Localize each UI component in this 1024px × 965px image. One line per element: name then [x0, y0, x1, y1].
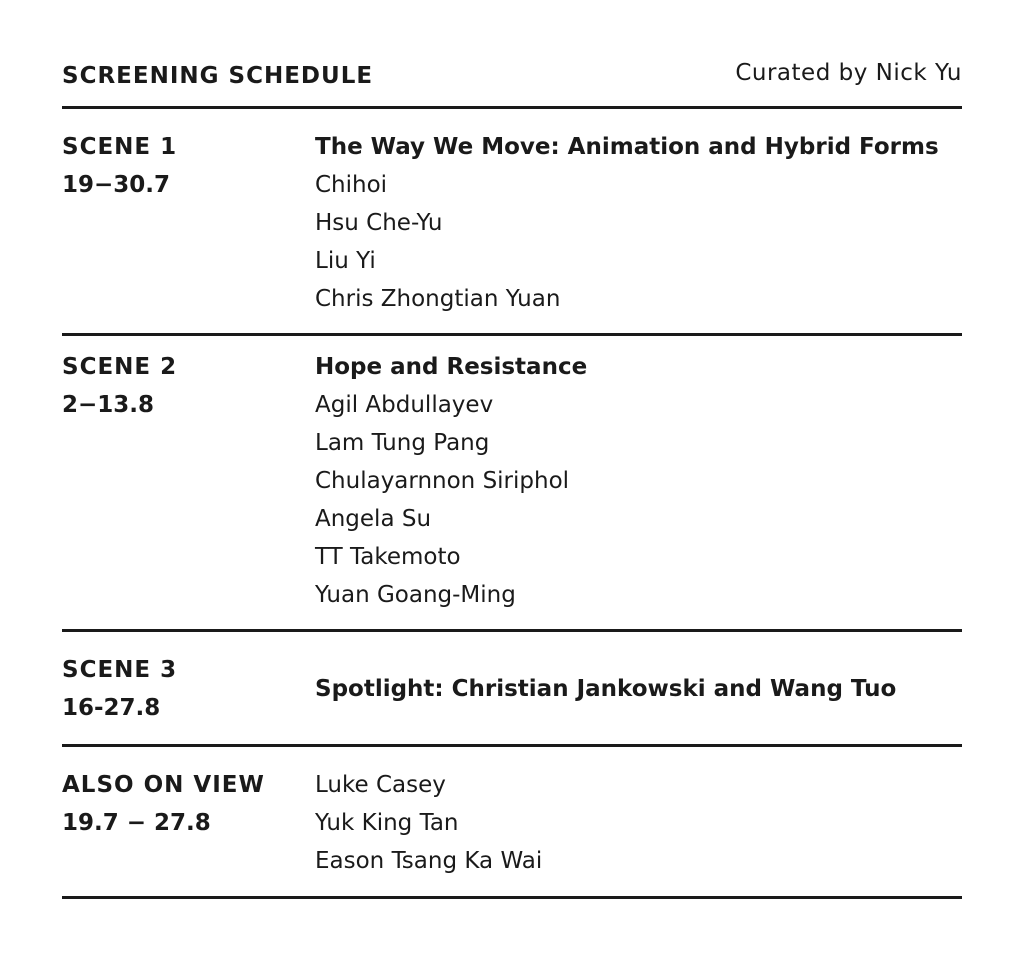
- artist-name: Liu Yi: [315, 248, 376, 274]
- scene-name: SCENE 3: [62, 657, 178, 683]
- schedule-row-also-on-view: [62, 747, 962, 899]
- scene-info: [62, 766, 312, 842]
- artist-name: Agil Abdullayev: [315, 392, 494, 418]
- artist-name: Chulayarnnon Siriphol: [315, 468, 570, 494]
- scene-program: [315, 128, 965, 318]
- scene-info: [62, 128, 312, 204]
- schedule-row-scene-1: [62, 109, 962, 336]
- scene-dates: 19−30.7: [62, 172, 171, 198]
- artist-name: Yuk King Tan: [315, 810, 459, 836]
- program-title: The Way We Move: Animation and Hybrid Forms: [315, 134, 939, 160]
- scene-name: SCENE 1: [62, 134, 178, 160]
- artist-name: Angela Su: [315, 506, 432, 532]
- scene-name: SCENE 2: [62, 354, 178, 380]
- scene-info: [62, 651, 312, 727]
- program-title: Hope and Resistance: [315, 354, 588, 380]
- scene-program: [315, 670, 965, 708]
- scene-info: [62, 348, 312, 424]
- artist-name: Hsu Che-Yu: [315, 210, 443, 236]
- artist-name: TT Takemoto: [315, 544, 461, 570]
- scene-dates: 19.7 − 27.8: [62, 810, 211, 836]
- schedule-header: [62, 56, 962, 109]
- artist-name: Lam Tung Pang: [315, 430, 490, 456]
- screening-schedule: [62, 56, 962, 899]
- artist-name: Yuan Goang-Ming: [315, 582, 516, 608]
- artist-name: Eason Tsang Ka Wai: [315, 848, 543, 874]
- curator-credit: Curated by Nick Yu: [735, 60, 962, 86]
- scene-program: [315, 766, 965, 880]
- schedule-row-scene-2: [62, 336, 962, 632]
- artist-name: Chris Zhongtian Yuan: [315, 286, 561, 312]
- page-title: SCREENING SCHEDULE: [62, 63, 374, 89]
- scene-dates: 2−13.8: [62, 392, 155, 418]
- program-title: Spotlight: Christian Jankowski and Wang Tuo: [315, 676, 897, 702]
- artist-name: Chihoi: [315, 172, 388, 198]
- scene-program: [315, 348, 965, 614]
- schedule-row-scene-3: [62, 632, 962, 747]
- artist-name: Luke Casey: [315, 772, 446, 798]
- scene-dates: 16-27.8: [62, 695, 161, 721]
- scene-name: ALSO ON VIEW: [62, 772, 265, 798]
